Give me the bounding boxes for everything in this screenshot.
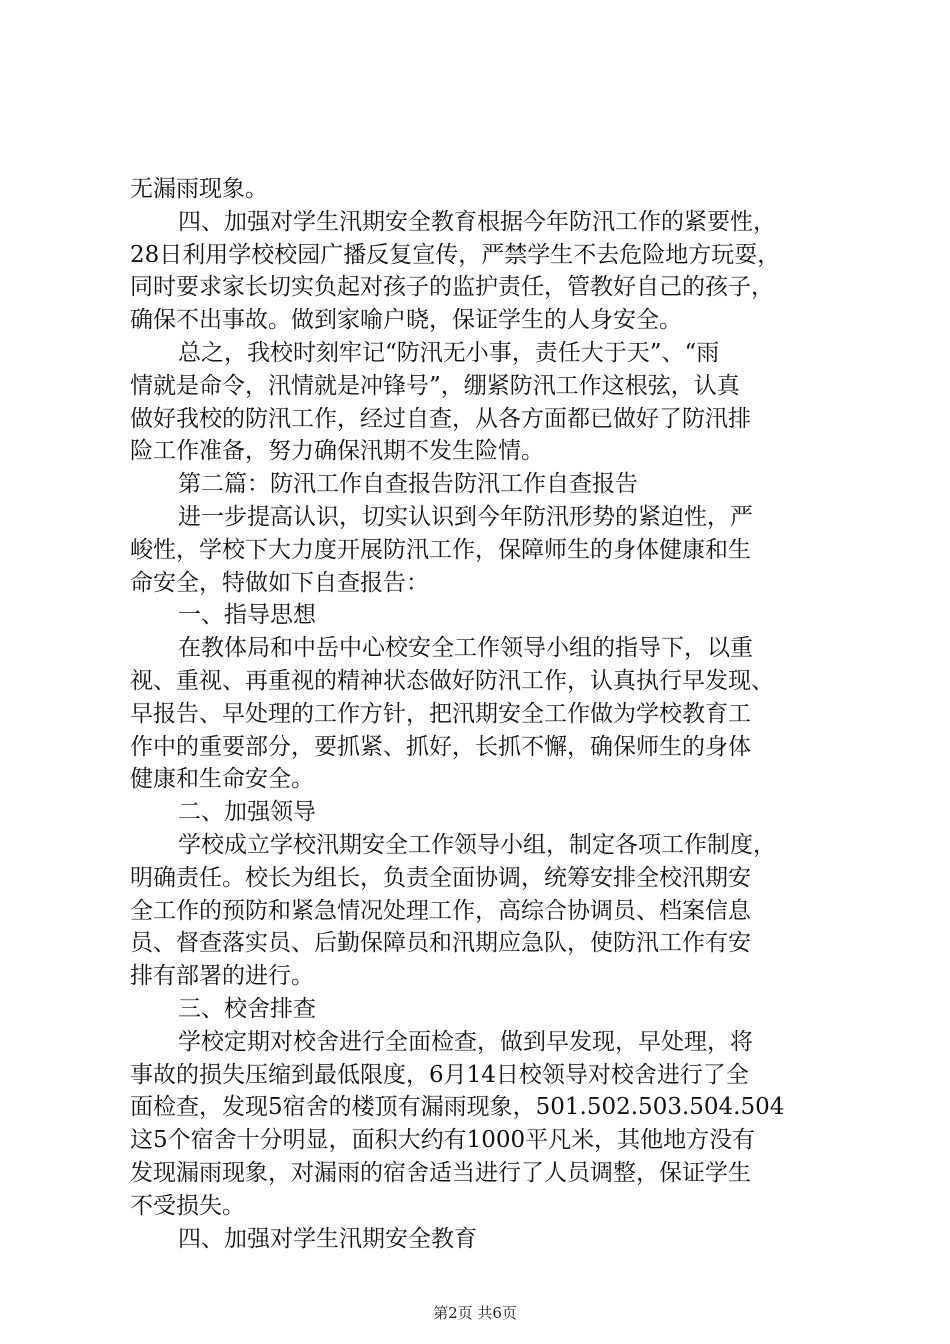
text-line: 险工作准备，努力确保汛期不发生险情。: [130, 438, 544, 465]
text-line: 三、校舍排查: [178, 995, 316, 1022]
text-line: 学校成立学校汛期安全工作领导小组，制定各项工作制度，: [178, 831, 776, 858]
text-line: 健康和生命安全。: [130, 766, 314, 793]
text-line: 峻性，学校下大力度开展防汛工作，保障师生的身体健康和生: [130, 536, 751, 563]
text-line: 命安全，特做如下自查报告：: [130, 569, 429, 596]
text-line: 做好我校的防汛工作，经过自查，从各方面都已做好了防汛排: [130, 405, 751, 432]
page-footer: 第2页 共6页: [433, 1304, 517, 1322]
text-line: 一、指导思想: [178, 602, 316, 629]
document-body: [130, 173, 835, 1255]
text-line: 总之，我校时刻牢记“防汛无小事，责任大于天”、“雨: [178, 339, 720, 366]
text-line: 同时要求家长切实负起对孩子的监护责任，管教好自己的孩子，: [130, 274, 774, 301]
text-line: 在教体局和中岳中心校安全工作领导小组的指导下，以重: [178, 635, 753, 662]
text-line: 发现漏雨现象，对漏雨的宿舍适当进行了人员调整，保证学生: [130, 1159, 751, 1186]
text-line: 员、督查落实员、后勤保障员和汛期应急队，使防汛工作有安: [130, 930, 751, 957]
text-line: 全工作的预防和紧急情况处理工作，高综合协调员、档案信息: [130, 897, 751, 924]
text-line: 事故的损失压缩到最低限度，6月14日校领导对校舍进行了全: [130, 1061, 749, 1088]
text-line: 明确责任。校长为组长，负责全面协调，统筹安排全校汛期安: [130, 864, 751, 891]
text-line: 情就是命令，汛情就是冲锋号”，绷紧防汛工作这根弦，认真: [130, 372, 740, 399]
text-line: 早报告、早处理的工作方针，把汛期安全工作做为学校教育工: [130, 700, 751, 727]
text-line: 第二篇：防汛工作自查报告防汛工作自查报告: [178, 471, 638, 498]
text-line: 四、加强对学生汛期安全教育根据今年防汛工作的紧要性，: [178, 208, 776, 235]
text-line: 确保不出事故。做到家喻户晓，保证学生的人身安全。: [130, 307, 682, 334]
text-line: 进一步提高认识，切实认识到今年防汛形势的紧迫性，严: [178, 503, 753, 530]
text-line: 排有部署的进行。: [130, 963, 314, 990]
text-line: 学校定期对校舍进行全面检查，做到早发现，早处理，将: [178, 1028, 753, 1055]
text-line: 这5个宿舍十分明显，面积大约有1000平凡米，其他地方没有: [130, 1127, 756, 1154]
text-line: 作中的重要部分，要抓紧、抓好，长抓不懈，确保师生的身体: [130, 733, 751, 760]
text-line: 四、加强对学生汛期安全教育: [178, 1225, 477, 1252]
text-line: 无漏雨现象。: [130, 176, 268, 202]
text-line: 二、加强领导: [178, 799, 316, 826]
text-line: 不受损失。: [130, 1192, 245, 1219]
text-line: 面检查，发现5宿舍的楼顶有漏雨现象，501.502.503.504.504: [130, 1094, 785, 1121]
text-line: 视、重视、再重视的精神状态做好防汛工作，认真执行早发现、: [130, 667, 774, 694]
text-line: 28日利用学校校园广播反复宣传，严禁学生不去危险地方玩耍，: [130, 241, 781, 268]
